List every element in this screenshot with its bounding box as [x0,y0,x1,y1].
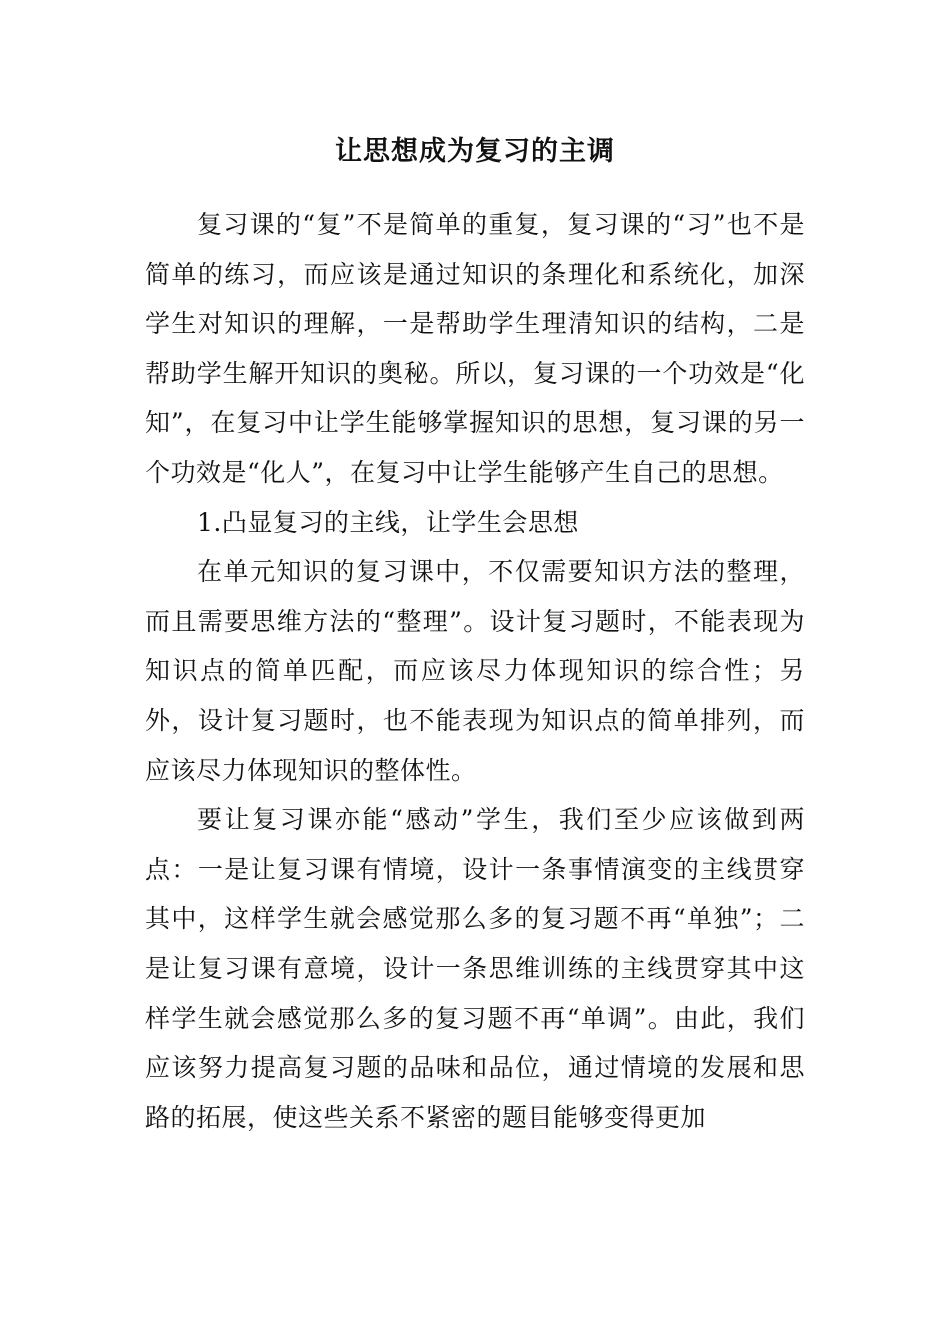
section-heading-1: 1.凸显复习的主线，让学生会思想 [197,507,579,537]
page-title: 让思想成为复习的主调 [335,136,615,167]
paragraph-intro: 复习课的“复”不是简单的重复，复习课的“习”也不是简单的练习，而应该是通过知识的条理化和系统化，加深学生对知识的理解，一是帮助学生理清知识的结构，二是帮助学生解开知识的奥秘。所以，复习课的一个功效是“化知”，在复习中让学生能够掌握知识的思想，复习课的另一个功效是“化人”，在复习中让学生能够产生自己的思想。 [145,210,805,487]
paragraph-review-design: 在单元知识的复习课中，不仅需要知识方法的整理，而且需要思维方法的“整理”。设计复习题时，不能表现为知识点的简单匹配，而应该尽力体现知识的综合性；另外，设计复习题时，也不能表现为知识点的简单排列，而应该尽力体现知识的整体性。 [145,557,805,785]
document-body [145,200,805,1142]
paragraph-moving-students: 要让复习课亦能“感动”学生，我们至少应该做到两点：一是让复习课有情境，设计一条事情演变的主线贯穿其中，这样学生就会感觉那么多的复习题不再“单独”；二是让复习课有意境，设计一条思维训练的主线贯穿其中这样学生就会感觉那么多的复习题不再“单调”。由此，我们应该努力提高复习题的品味和品位，通过情境的发展和思路的拓展，使这些关系不紧密的题目能够变得更加 [145,805,805,1132]
